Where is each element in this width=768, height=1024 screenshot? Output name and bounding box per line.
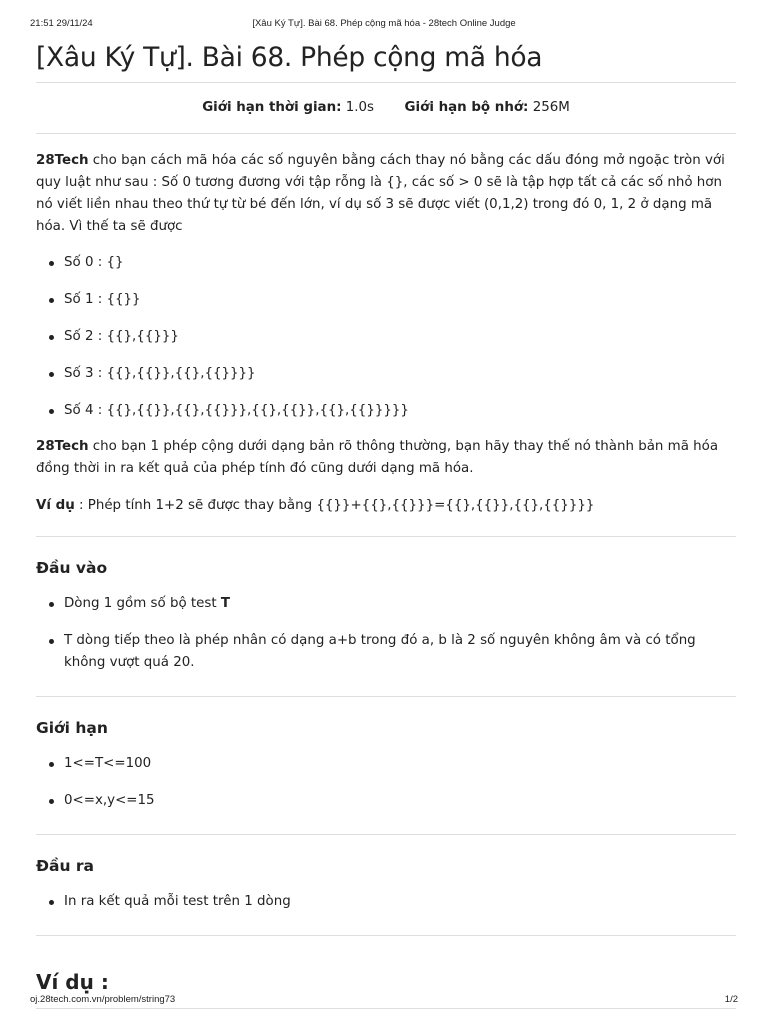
print-page-number: 1/2 bbox=[724, 994, 738, 1005]
problem-limits bbox=[36, 83, 736, 133]
list-item: Số 0 : {} bbox=[36, 252, 736, 274]
output-list bbox=[36, 891, 736, 913]
memory-limit-label: Giới hạn bộ nhớ: bbox=[404, 100, 529, 115]
divider bbox=[36, 935, 736, 936]
memory-limit-value: 256M bbox=[532, 100, 570, 115]
print-header bbox=[0, 18, 768, 32]
example-label: Ví dụ bbox=[36, 498, 75, 513]
constraints-heading: Giới hạn bbox=[36, 719, 108, 737]
time-limit-value: 1.0s bbox=[345, 100, 375, 115]
print-page-title: [Xâu Ký Tự]. Bài 68. Phép cộng mã hóa - 28tech Online Judge bbox=[252, 18, 516, 29]
list-item: Số 1 : {{}} bbox=[36, 289, 736, 311]
task-paragraph: 28Tech cho bạn 1 phép cộng dưới dạng bản rõ thông thường, bạn hãy thay thế nó thành bản mã hóa đồng thời in ra kết quả của phép tính đó cũng dưới dạng mã hóa. bbox=[36, 439, 719, 476]
intro-paragraph: 28Tech cho bạn cách mã hóa các số nguyên bằng cách thay nó bằng các dấu đóng mở ngoặc tròn với quy luật như sau : Số 0 tương đương với tập rỗng là {}, các số > 0 sẽ là tập hợp tất cả các số nhỏ hơn nó viết liền nhau theo thứ tự từ bé đến lớn, ví dụ số 3 sẽ được viết (0,1,2) trong đó 0, 1, 2 ở dạng mã hóa. Vì thế ta sẽ được bbox=[36, 153, 725, 234]
list-item: In ra kết quả mỗi test trên 1 dòng bbox=[36, 891, 736, 913]
output-heading: Đầu ra bbox=[36, 857, 94, 875]
problem-title: [Xâu Ký Tự]. Bài 68. Phép cộng mã hóa bbox=[36, 42, 543, 73]
list-item: Số 3 : {{},{{}},{{},{{}}}} bbox=[36, 363, 736, 385]
input-list bbox=[36, 593, 736, 674]
divider bbox=[36, 696, 736, 697]
list-item: 1<=T<=100 bbox=[36, 753, 736, 775]
input-heading: Đầu vào bbox=[36, 559, 108, 577]
divider bbox=[36, 536, 736, 537]
list-item: Số 4 : {{},{{}},{{},{{}}},{{},{{}},{{},{{}}}}} bbox=[36, 400, 736, 422]
divider bbox=[36, 834, 736, 835]
list-item: Số 2 : {{},{{}}} bbox=[36, 326, 736, 348]
divider bbox=[36, 133, 736, 134]
brand-name: 28Tech bbox=[36, 439, 89, 454]
print-footer bbox=[0, 994, 768, 1008]
list-item: Dòng 1 gồm số bộ test T bbox=[36, 593, 736, 615]
list-item: 0<=x,y<=15 bbox=[36, 790, 736, 812]
example-paragraph: Ví dụ : Phép tính 1+2 sẽ được thay bằng {{}}+{{},{{}}}={{},{{}},{{},{{}}}} bbox=[36, 498, 595, 513]
encoding-list bbox=[36, 252, 736, 422]
time-limit-label: Giới hạn thời gian: bbox=[202, 100, 342, 115]
constraints-list bbox=[36, 753, 736, 812]
examples-heading: Ví dụ : bbox=[36, 970, 109, 994]
list-item: T dòng tiếp theo là phép nhân có dạng a+b trong đó a, b là 2 số nguyên không âm và có tổng không vượt quá 20. bbox=[36, 630, 736, 674]
brand-name: 28Tech bbox=[36, 153, 89, 168]
print-url[interactable]: oj.28tech.com.vn/problem/string73 bbox=[30, 994, 176, 1005]
problem-content bbox=[36, 36, 736, 1009]
print-datetime: 21:51 29/11/24 bbox=[30, 18, 93, 29]
divider bbox=[36, 1008, 736, 1009]
